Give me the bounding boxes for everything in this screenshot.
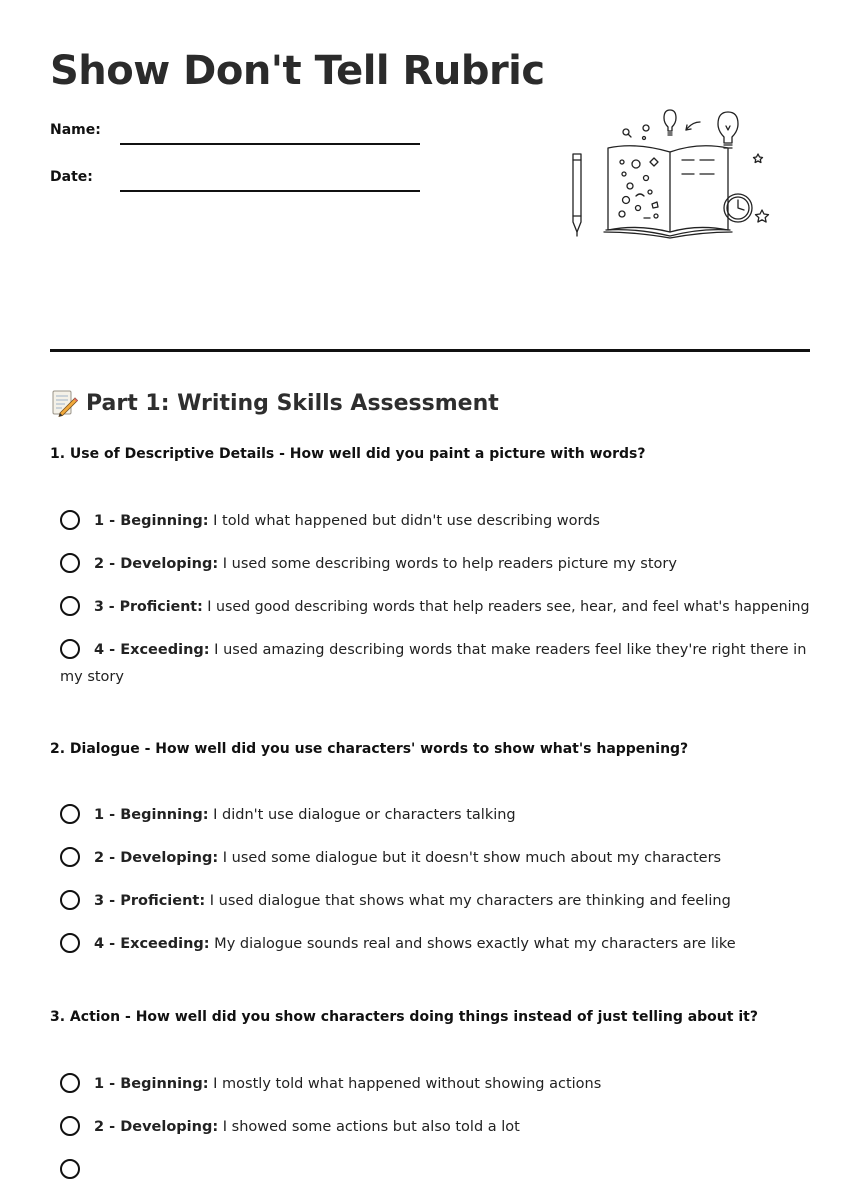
q1-option-1-radio[interactable] [60, 510, 80, 530]
option-description: I told what happened but didn't use describing words [208, 513, 600, 529]
open-book-doodle-icon [566, 104, 776, 240]
option-description: I used dialogue that shows what my characters are thinking and feeling [205, 893, 731, 909]
q1-option-3[interactable] [60, 594, 810, 621]
q1-option-4-radio[interactable] [60, 639, 80, 659]
q3-option-3[interactable] [60, 1157, 810, 1184]
q1-option-1[interactable] [60, 508, 810, 535]
option-level: 3 - Proficient: [94, 893, 206, 909]
option-level: 2 - Developing: [94, 850, 219, 866]
section-divider [50, 349, 810, 352]
option-level: 1 - Beginning: [94, 513, 209, 529]
option-level: 2 - Developing: [94, 1119, 219, 1135]
q1-option-2[interactable] [60, 551, 810, 578]
option-level: 1 - Beginning: [94, 1076, 209, 1092]
section-title-text: Part 1: Writing Skills Assessment [86, 390, 499, 416]
q3-option-1[interactable] [60, 1071, 810, 1098]
section-title-part-1 [50, 389, 499, 417]
q3-option-2[interactable] [60, 1114, 810, 1141]
option-description: I mostly told what happened without showing actions [208, 1076, 602, 1092]
q2-option-2[interactable] [60, 845, 810, 872]
option-description: I used some describing words to help readers picture my story [218, 556, 677, 572]
memo-pencil-icon [50, 389, 78, 417]
q2-option-1-radio[interactable] [60, 804, 80, 824]
q2-option-4-radio[interactable] [60, 933, 80, 953]
option-level: 4 - Exceeding: [94, 642, 210, 658]
q2-option-3[interactable] [60, 888, 810, 915]
q1-option-4[interactable] [60, 637, 810, 691]
date-label: Date: [50, 169, 93, 185]
option-description: I used some dialogue but it doesn't show much about my characters [218, 850, 722, 866]
date-field[interactable] [120, 190, 420, 192]
option-level: 3 - Proficient: [94, 599, 203, 615]
q1-option-3-radio[interactable] [60, 596, 80, 616]
q3-option-3-radio[interactable] [60, 1159, 80, 1179]
q2-option-1[interactable] [60, 802, 810, 829]
q2-option-4[interactable] [60, 931, 810, 958]
option-description: I used good describing words that help readers see, hear, and feel what's happening [202, 599, 810, 615]
option-level: 2 - Developing: [94, 556, 219, 572]
option-description: I showed some actions but also told a lot [218, 1119, 520, 1135]
name-label: Name: [50, 122, 101, 138]
name-field[interactable] [120, 143, 420, 145]
page-title: Show Don't Tell Rubric [50, 48, 545, 94]
option-level: 4 - Exceeding: [94, 936, 210, 952]
option-description: I used amazing describing words that make readers feel like they're right there in my story [60, 642, 807, 685]
option-level: 1 - Beginning: [94, 807, 209, 823]
question-2: 2. Dialogue - How well did you use characters' words to show what's happening? [50, 741, 689, 757]
q2-option-2-radio[interactable] [60, 847, 80, 867]
q2-option-3-radio[interactable] [60, 890, 80, 910]
q3-option-2-radio[interactable] [60, 1116, 80, 1136]
option-description: I didn't use dialogue or characters talking [208, 807, 516, 823]
q3-option-1-radio[interactable] [60, 1073, 80, 1093]
question-1: 1. Use of Descriptive Details - How well did you paint a picture with words? [50, 446, 646, 462]
question-3: 3. Action - How well did you show characters doing things instead of just telling about it? [50, 1009, 758, 1025]
q1-option-2-radio[interactable] [60, 553, 80, 573]
option-description: My dialogue sounds real and shows exactly what my characters are like [209, 936, 736, 952]
